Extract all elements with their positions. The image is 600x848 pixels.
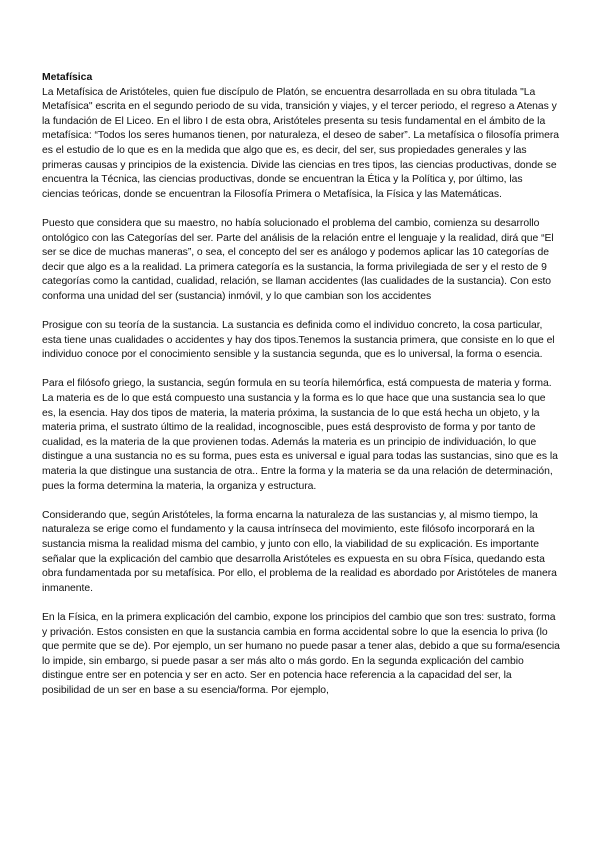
paragraph-categories: Puesto que considera que su maestro, no había solucionado el problema del cambio, comienza su desarrollo ontológico con las Categorías del ser. Parte del análisis de la relación entre el lenguaje y la realidad, dirá que “El ser se dice de muchas maneras”, o sea, el concepto del ser es análogo y podemos aplicar las 10 categorías de decir que algo es a la realidad. La primera categoría es la sustancia, la forma privilegiada de ser y el resto de 9 categorías como la cantidad, cualidad, relación, se llaman accidentes (las cualidades de la sustancia). Con esto conforma una unidad del ser (sustancia) inmóvil, y lo que cambian son los accidentes	[42, 217, 554, 302]
paragraph-change-nature: Considerando que, según Aristóteles, la forma encarna la naturaleza de las sustancias y, al mismo tiempo, la naturaleza se erige como el fundamento y la causa intrínseca del movimiento, este filósofo incorporará en la sustancia misma la realidad misma del cambio, y junto con ello, la viabilidad de su explicación. Es importante señalar que la explicación del cambio que desarrolla Aristóteles es expuesta en su obra Física, quedando esta obra fundamentada por su metafísica. Por ello, el problema de la realidad es abordado por Aristóteles de manera inmanente.	[42, 509, 557, 594]
paragraph-introduction: La Metafísica de Aristóteles, quien fue discípulo de Platón, se encuentra desarrollada en su obra titulada "La Metafísica" escrita en el segundo periodo de su vida, transición y viajes, y el tercer periodo, el regreso a Atenas y la fundación de El Liceo. En el libro I de esta obra, Aristóteles presenta su tesis fundamental en el ámbito de la metafísica: “Todos los seres humanos tienen, por naturaleza, el deseo de saber”. La metafísica o filosofía primera es el estudio de lo que es en la medida que algo que es, es decir, del ser, sus propiedades generales y las primeras causas y principios de la existencia. Divide las ciencias en tres tipos, las ciencias productivas, donde se encuentra la Técnica, las ciencias productivas, donde se encuentran la Ética y la Política y, por último, las ciencias teóricas, donde se encuentran la Filosofía Primera o Metafísica, la Física y las Matemáticas.	[42, 86, 559, 200]
paragraph-substance: Prosigue con su teoría de la sustancia. La sustancia es definida como el individuo concreto, la cosa particular, esta tiene unas cualidades o accidentes y hay dos tipos.Tenemos la sustancia primera, que consiste en lo que el individuo conoce por el conocimiento sensible y la sustancia segunda, que es lo universal, la forma o esencia.	[42, 320, 555, 361]
document-title: Metafísica	[42, 72, 93, 83]
paragraph-physics: En la Física, en la primera explicación del cambio, expone los principios del cambio que son tres: sustrato, forma y privación. Estos consisten en que la sustancia cambia en forma accidental sobre lo que la esencia lo priva (lo que permite que se de). Por ejemplo, un ser humano no puede pasar a tener alas, debido a que su forma/esencia lo impide, sin embargo, si puede pasar a ser más alto o más gordo. En la segunda explicación del cambio distingue entre ser en potencia y ser en acto. Ser en potencia hace referencia a la capacidad del ser, la posibilidad de un ser en base a su esencia/forma. Por ejemplo,	[42, 611, 560, 696]
paragraph-hylomorphism: Para el filósofo griego, la sustancia, según formula en su teoría hilemórfica, está compuesta de materia y forma. La materia es de lo que está compuesto una sustancia y la forma es lo que hace que una sustancia sea lo que es, la esencia. Hay dos tipos de materia, la materia próxima, la sustancia de lo que está hecha un objeto, y la materia prima, el sustrato último de la realidad, incognoscible, pues está desprovisto de forma y por tanto de cualidad, es la materia de la que provienen todas. Además la materia es un principio de individuación, lo que distingue a una sustancia no es su forma, pues esta es universal e igual para todas las sustancias, sino que es la materia la que distingue una sustancia de otra.. Entre la forma y la materia se da una relación de determinación, pues la forma determina la materia, la organiza y estructura.	[42, 378, 558, 492]
